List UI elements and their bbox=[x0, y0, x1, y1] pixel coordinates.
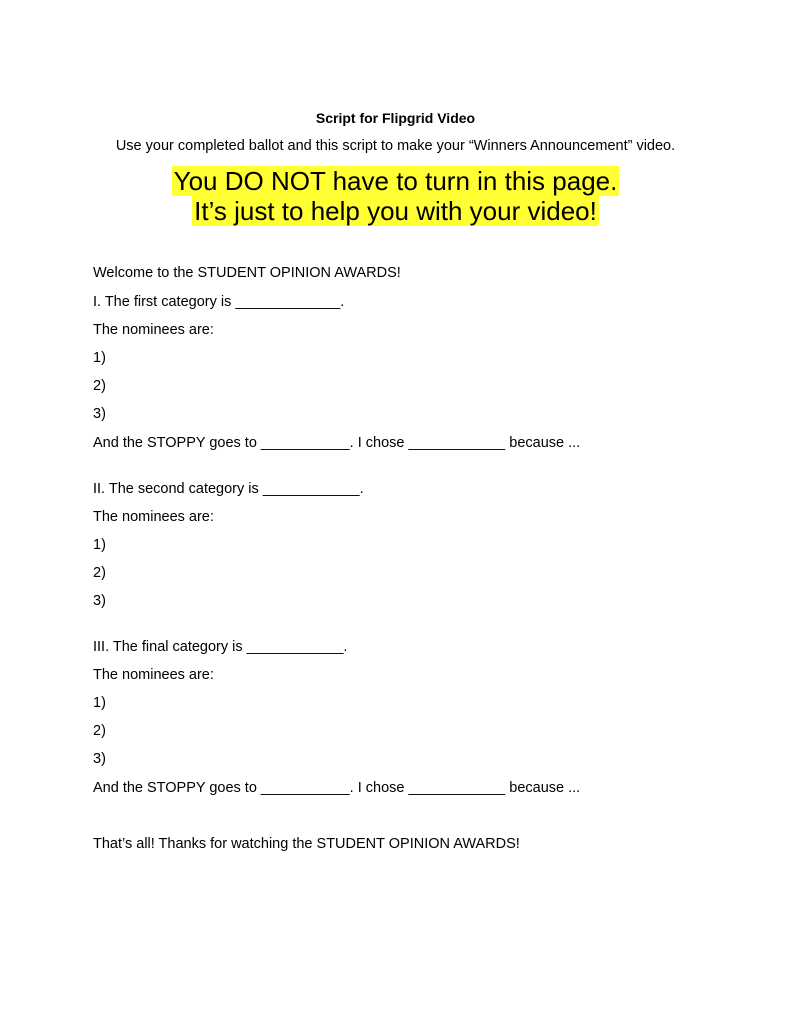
highlight-text-2: It’s just to help you with your video! bbox=[194, 196, 597, 226]
nominees-3-label: The nominees are: bbox=[93, 667, 214, 683]
nominee-2-1: 1) bbox=[93, 537, 106, 553]
highlight-notice-line-1 bbox=[0, 167, 791, 196]
nominee-1-3: 3) bbox=[93, 406, 106, 422]
nominee-3-3: 3) bbox=[93, 751, 106, 767]
nominee-3-1: 1) bbox=[93, 695, 106, 711]
page-title: Script for Flipgrid Video bbox=[315, 110, 476, 126]
nominee-3-2: 2) bbox=[93, 723, 106, 739]
category-3-line: III. The final category is ____________. bbox=[93, 639, 348, 655]
winner-1-line: And the STOPPY goes to ___________. I chose ____________ because ... bbox=[93, 435, 581, 451]
nominees-1-label: The nominees are: bbox=[93, 322, 214, 338]
nominee-1-2: 2) bbox=[93, 378, 106, 394]
closing-line: That’s all! Thanks for watching the STUDENT OPINION AWARDS! bbox=[93, 836, 520, 852]
instructions: Use your completed ballot and this script to make your “Winners Announcement” video. bbox=[115, 138, 676, 154]
nominee-2-2: 2) bbox=[93, 565, 106, 581]
nominee-1-1: 1) bbox=[93, 350, 106, 366]
welcome-line: Welcome to the STUDENT OPINION AWARDS! bbox=[93, 265, 401, 281]
highlight-text-1: You DO NOT have to turn in this page. bbox=[173, 166, 618, 196]
nominee-2-3: 3) bbox=[93, 593, 106, 609]
category-2-line: II. The second category is ____________. bbox=[93, 481, 364, 497]
winner-3-line: And the STOPPY goes to ___________. I chose ____________ because ... bbox=[93, 780, 581, 796]
highlight-notice-line-2 bbox=[0, 197, 791, 226]
nominees-2-label: The nominees are: bbox=[93, 509, 214, 525]
category-1-line: I. The first category is _____________. bbox=[93, 294, 345, 310]
